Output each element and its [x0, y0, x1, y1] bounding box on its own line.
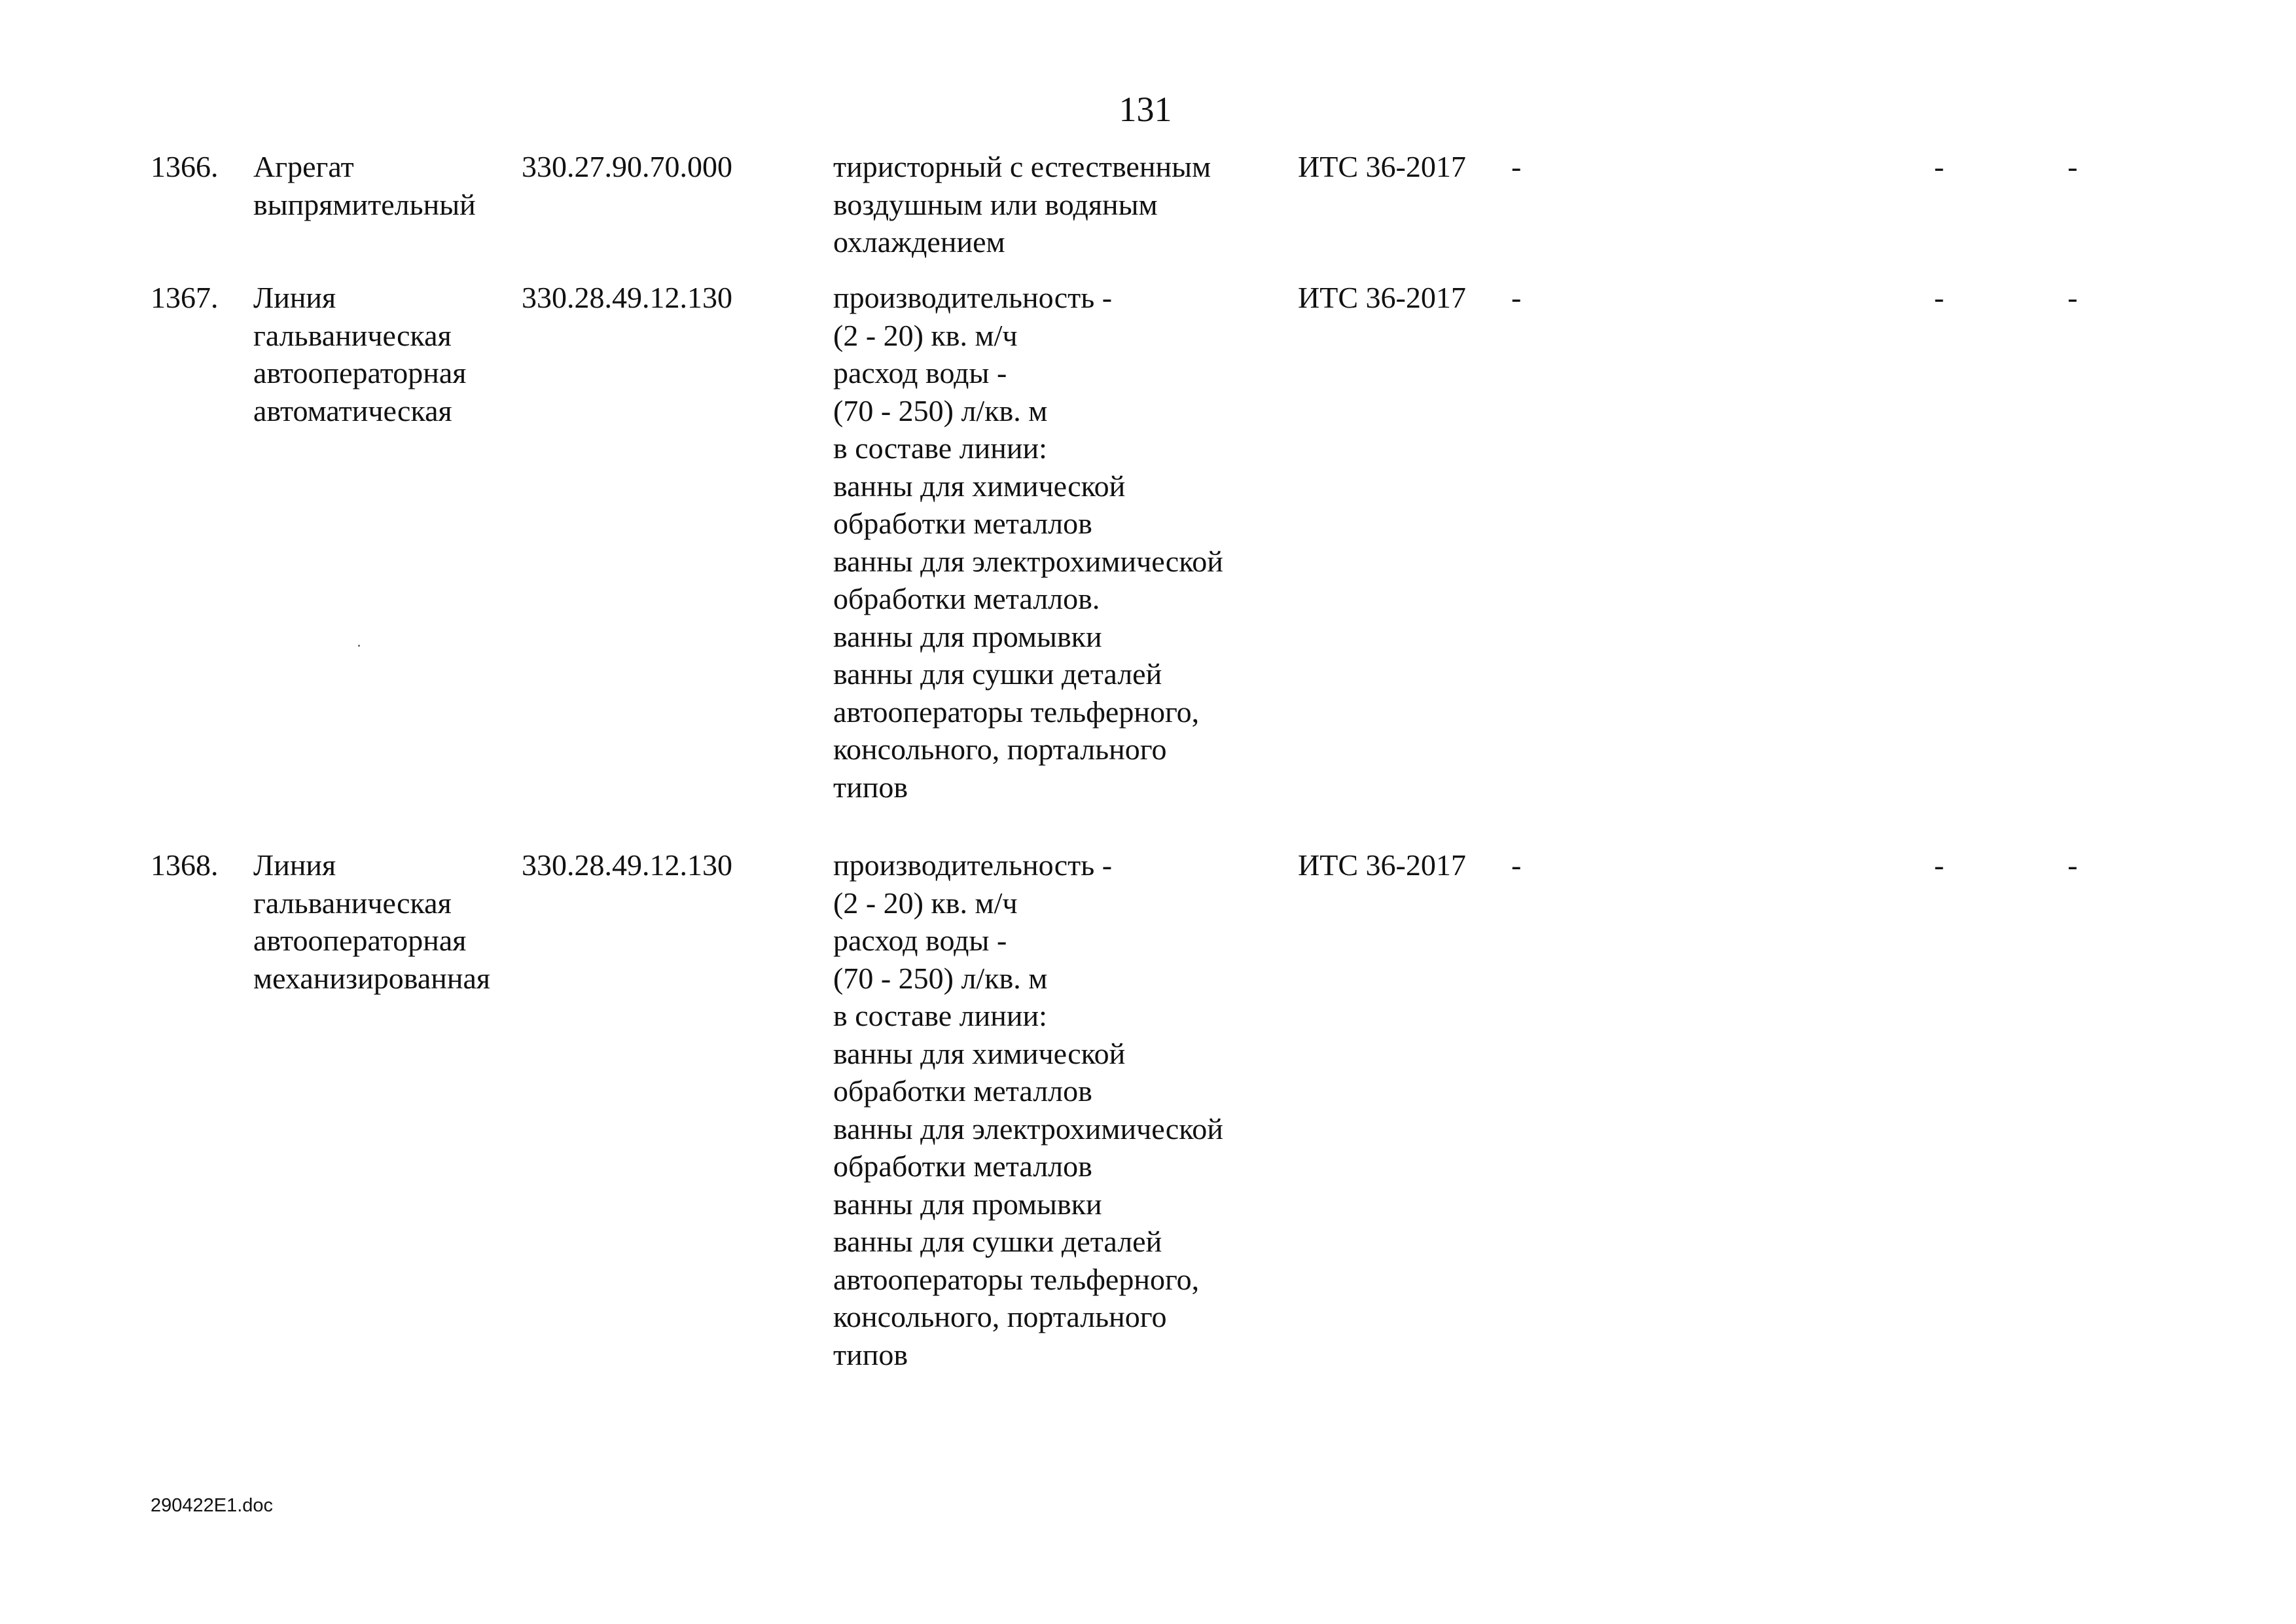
- specification-line: обработки металлов: [833, 507, 1092, 540]
- specification-line: ванны для электрохимической: [833, 1111, 1223, 1146]
- dash-cell-3: -: [2068, 848, 2078, 882]
- specification-line: расход воды -: [833, 356, 1007, 389]
- dash-cell-3: -: [2068, 150, 2078, 183]
- specification-line: обработки металлов.: [833, 582, 1100, 615]
- specification-line: в составе линии:: [833, 431, 1047, 465]
- specification-line: ванны для промывки: [833, 1187, 1102, 1221]
- dash-cell-3: -: [2068, 281, 2078, 314]
- dash-cell-2: -: [1934, 281, 1945, 314]
- equipment-name-line: механизированная: [253, 961, 491, 995]
- row-number: 1368.: [151, 848, 219, 882]
- dash-cell-1: -: [1511, 281, 1522, 314]
- scan-speck: [358, 645, 360, 647]
- specification-line: воздушным или водяным: [833, 187, 1158, 221]
- equipment-name-line: выпрямительный: [253, 187, 476, 221]
- specification-line: автооператоры тельферного,: [833, 1262, 1200, 1296]
- specification-line: (70 - 250) л/кв. м: [833, 393, 1048, 427]
- dash-cell-2: -: [1934, 848, 1945, 882]
- dash-cell-1: -: [1511, 848, 1522, 882]
- specification-line: ванны для химической: [833, 469, 1126, 503]
- equipment-name: [253, 279, 528, 429]
- specification-line: ванны для сушки деталей: [833, 657, 1162, 691]
- equipment-name-line: гальваническая: [253, 318, 452, 352]
- dash-cell-1: -: [1511, 150, 1522, 183]
- classifier-code: 330.28.49.12.130: [522, 281, 732, 314]
- specification-line: обработки металлов: [833, 1074, 1092, 1108]
- equipment-name-line: автооператорная: [253, 924, 467, 957]
- specification-line: типов: [833, 770, 908, 804]
- specification-line: консольного, портального: [833, 732, 1167, 766]
- specification-line: (2 - 20) кв. м/ч: [833, 886, 1018, 920]
- specification-line: производительность -: [833, 848, 1113, 882]
- specification-line: в составе линии:: [833, 999, 1047, 1032]
- specification-line: расход воды -: [833, 924, 1007, 957]
- specification: [833, 148, 1291, 261]
- specification-line: обработки металлов: [833, 1149, 1092, 1183]
- classifier-code: 330.27.90.70.000: [522, 150, 732, 183]
- specification-line: ванны для промывки: [833, 619, 1102, 653]
- equipment-name-line: гальваническая: [253, 886, 452, 920]
- equipment-name-line: Агрегат: [253, 150, 354, 183]
- specification-line: производительность -: [833, 281, 1113, 314]
- specification-line: ванны для электрохимической: [833, 544, 1223, 578]
- specification-line: (70 - 250) л/кв. м: [833, 961, 1048, 995]
- row-number: 1367.: [151, 281, 219, 314]
- page-number: 131: [1119, 90, 1172, 129]
- equipment-name: [253, 148, 528, 223]
- classifier-code: 330.28.49.12.130: [522, 848, 732, 882]
- specification-line: автооператоры тельферного,: [833, 695, 1200, 729]
- specification-line: консольного, портального: [833, 1300, 1167, 1333]
- specification-line: тиристорный с естественным: [833, 150, 1211, 183]
- equipment-name-line: Линия: [253, 848, 336, 882]
- specification-line: (2 - 20) кв. м/ч: [833, 318, 1018, 352]
- its-reference: ИТС 36-2017: [1298, 281, 1466, 314]
- its-reference: ИТС 36-2017: [1298, 848, 1466, 882]
- specification-line: охлаждением: [833, 225, 1005, 259]
- equipment-name-line: автоматическая: [253, 393, 452, 427]
- specification: [833, 846, 1291, 1373]
- equipment-name-line: Линия: [253, 281, 336, 314]
- row-number: 1366.: [151, 150, 219, 183]
- specification-line: ванны для сушки деталей: [833, 1225, 1162, 1258]
- equipment-name-line: автооператорная: [253, 356, 467, 389]
- equipment-name: [253, 846, 528, 997]
- specification: [833, 279, 1291, 806]
- specification-line: типов: [833, 1337, 908, 1371]
- specification-line: ванны для химической: [833, 1036, 1126, 1070]
- its-reference: ИТС 36-2017: [1298, 150, 1466, 183]
- dash-cell-2: -: [1934, 150, 1945, 183]
- document-filename: 290422E1.doc: [151, 1495, 274, 1516]
